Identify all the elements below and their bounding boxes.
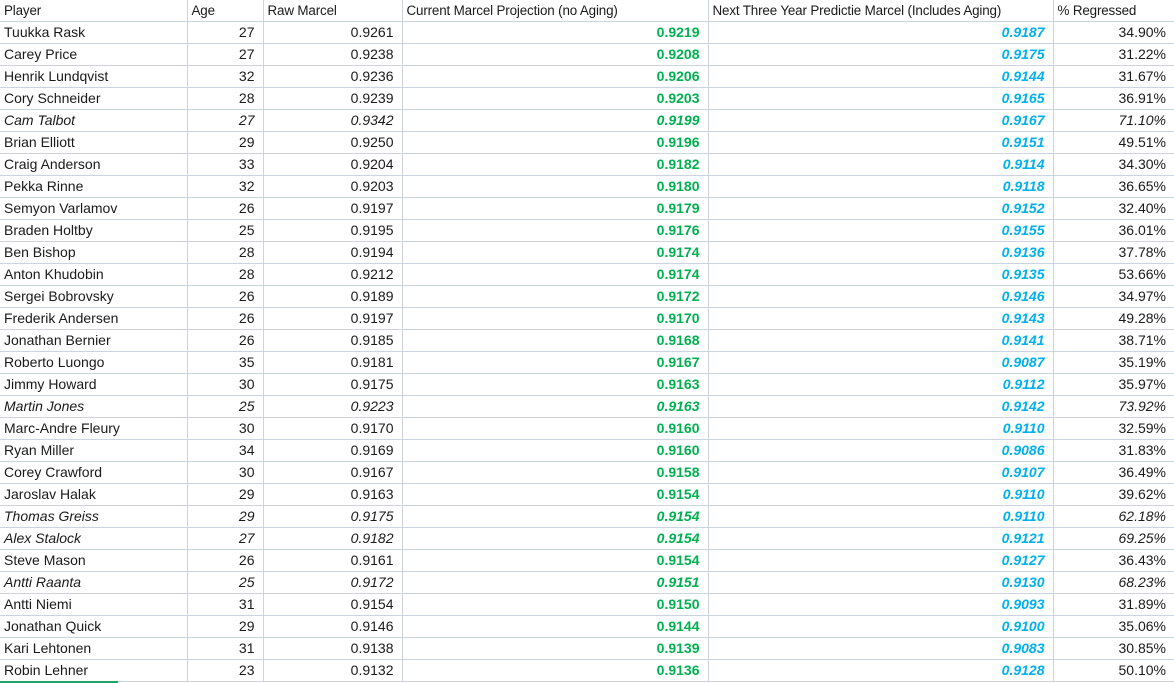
cell-player[interactable]: Corey Crawford xyxy=(0,462,187,484)
table-row xyxy=(0,396,1174,418)
cell-pct-regressed[interactable]: 36.01% xyxy=(1053,220,1174,242)
table-row xyxy=(0,484,1174,506)
column-header-pct-regressed[interactable]: % Regressed xyxy=(1053,0,1174,22)
cell-age[interactable]: 29 xyxy=(187,484,263,506)
table-row xyxy=(0,286,1174,308)
cell-next-three-year[interactable]: 0.9151 xyxy=(708,132,1053,154)
cell-current-projection[interactable]: 0.9160 xyxy=(402,440,708,462)
cell-player[interactable]: Roberto Luongo xyxy=(0,352,187,374)
cell-current-projection[interactable]: 0.9151 xyxy=(402,572,708,594)
cell-pct-regressed[interactable]: 36.91% xyxy=(1053,88,1174,110)
cell-player[interactable]: Brian Elliott xyxy=(0,132,187,154)
table-row xyxy=(0,506,1174,528)
table-row xyxy=(0,176,1174,198)
cell-pct-regressed[interactable]: 49.51% xyxy=(1053,132,1174,154)
cell-age[interactable]: 26 xyxy=(187,308,263,330)
cell-raw-marcel[interactable]: 0.9238 xyxy=(263,44,402,66)
cell-current-projection[interactable]: 0.9174 xyxy=(402,264,708,286)
cell-current-projection[interactable]: 0.9167 xyxy=(402,352,708,374)
table-row xyxy=(0,528,1174,550)
cell-next-three-year[interactable]: 0.9155 xyxy=(708,220,1053,242)
cell-pct-regressed[interactable]: 50.10% xyxy=(1053,660,1174,682)
cell-age[interactable]: 27 xyxy=(187,110,263,132)
cell-raw-marcel[interactable]: 0.9204 xyxy=(263,154,402,176)
cell-current-projection[interactable]: 0.9154 xyxy=(402,484,708,506)
cell-pct-regressed[interactable]: 35.19% xyxy=(1053,352,1174,374)
cell-raw-marcel[interactable]: 0.9212 xyxy=(263,264,402,286)
cell-player[interactable]: Frederik Andersen xyxy=(0,308,187,330)
cell-pct-regressed[interactable]: 34.30% xyxy=(1053,154,1174,176)
cell-raw-marcel[interactable]: 0.9167 xyxy=(263,462,402,484)
cell-age[interactable]: 27 xyxy=(187,528,263,550)
cell-next-three-year[interactable]: 0.9087 xyxy=(708,352,1053,374)
cell-next-three-year[interactable]: 0.9083 xyxy=(708,638,1053,660)
cell-pct-regressed[interactable]: 36.49% xyxy=(1053,462,1174,484)
column-header-current-projection[interactable]: Current Marcel Projection (no Aging) xyxy=(402,0,708,22)
table-row xyxy=(0,418,1174,440)
cell-next-three-year[interactable]: 0.9112 xyxy=(708,374,1053,396)
cell-age[interactable]: 32 xyxy=(187,66,263,88)
cell-current-projection[interactable]: 0.9158 xyxy=(402,462,708,484)
table-row xyxy=(0,594,1174,616)
cell-pct-regressed[interactable]: 36.43% xyxy=(1053,550,1174,572)
cell-current-projection[interactable]: 0.9170 xyxy=(402,308,708,330)
table-row xyxy=(0,330,1174,352)
cell-pct-regressed[interactable]: 38.71% xyxy=(1053,330,1174,352)
cell-age[interactable]: 25 xyxy=(187,396,263,418)
cell-current-projection[interactable]: 0.9180 xyxy=(402,176,708,198)
cell-pct-regressed[interactable]: 39.62% xyxy=(1053,484,1174,506)
cell-age[interactable]: 29 xyxy=(187,132,263,154)
table-row xyxy=(0,44,1174,66)
cell-player[interactable]: Antti Niemi xyxy=(0,594,187,616)
cell-next-three-year[interactable]: 0.9187 xyxy=(708,22,1053,44)
cell-raw-marcel[interactable]: 0.9170 xyxy=(263,418,402,440)
cell-age[interactable]: 32 xyxy=(187,176,263,198)
cell-pct-regressed[interactable]: 35.97% xyxy=(1053,374,1174,396)
table-row xyxy=(0,440,1174,462)
cell-pct-regressed[interactable]: 31.67% xyxy=(1053,66,1174,88)
cell-player[interactable]: Craig Anderson xyxy=(0,154,187,176)
cell-pct-regressed[interactable]: 69.25% xyxy=(1053,528,1174,550)
cell-raw-marcel[interactable]: 0.9185 xyxy=(263,330,402,352)
cell-current-projection[interactable]: 0.9182 xyxy=(402,154,708,176)
cell-player[interactable]: Henrik Lundqvist xyxy=(0,66,187,88)
cell-pct-regressed[interactable]: 32.40% xyxy=(1053,198,1174,220)
cell-next-three-year[interactable]: 0.9121 xyxy=(708,528,1053,550)
cell-current-projection[interactable]: 0.9172 xyxy=(402,286,708,308)
cell-raw-marcel[interactable]: 0.9261 xyxy=(263,22,402,44)
cell-current-projection[interactable]: 0.9168 xyxy=(402,330,708,352)
cell-player[interactable]: Braden Holtby xyxy=(0,220,187,242)
table-row xyxy=(0,572,1174,594)
cell-raw-marcel[interactable]: 0.9175 xyxy=(263,374,402,396)
cell-next-three-year[interactable]: 0.9175 xyxy=(708,44,1053,66)
cell-current-projection[interactable]: 0.9219 xyxy=(402,22,708,44)
cell-current-projection[interactable]: 0.9144 xyxy=(402,616,708,638)
cell-current-projection[interactable]: 0.9199 xyxy=(402,110,708,132)
cell-pct-regressed[interactable]: 34.90% xyxy=(1053,22,1174,44)
cell-player[interactable]: Jonathan Bernier xyxy=(0,330,187,352)
cell-next-three-year[interactable]: 0.9110 xyxy=(708,484,1053,506)
cell-next-three-year[interactable]: 0.9146 xyxy=(708,286,1053,308)
table-row xyxy=(0,154,1174,176)
cell-age[interactable]: 26 xyxy=(187,286,263,308)
table-row xyxy=(0,198,1174,220)
cell-pct-regressed[interactable]: 71.10% xyxy=(1053,110,1174,132)
cell-player[interactable]: Cam Talbot xyxy=(0,110,187,132)
cell-player[interactable]: Ben Bishop xyxy=(0,242,187,264)
cell-player[interactable]: Jaroslav Halak xyxy=(0,484,187,506)
cell-age[interactable]: 27 xyxy=(187,44,263,66)
table-row xyxy=(0,638,1174,660)
cell-next-three-year[interactable]: 0.9152 xyxy=(708,198,1053,220)
cell-next-three-year[interactable]: 0.9107 xyxy=(708,462,1053,484)
cell-player[interactable]: Tuukka Rask xyxy=(0,22,187,44)
cell-pct-regressed[interactable]: 32.59% xyxy=(1053,418,1174,440)
cell-raw-marcel[interactable]: 0.9189 xyxy=(263,286,402,308)
cell-next-three-year[interactable]: 0.9165 xyxy=(708,88,1053,110)
cell-age[interactable]: 26 xyxy=(187,330,263,352)
cell-age[interactable]: 28 xyxy=(187,242,263,264)
cell-player[interactable]: Ryan Miller xyxy=(0,440,187,462)
cell-raw-marcel[interactable]: 0.9154 xyxy=(263,594,402,616)
cell-player[interactable]: Kari Lehtonen xyxy=(0,638,187,660)
cell-age[interactable]: 31 xyxy=(187,638,263,660)
cell-pct-regressed[interactable]: 31.89% xyxy=(1053,594,1174,616)
table-row xyxy=(0,352,1174,374)
cell-age[interactable]: 28 xyxy=(187,264,263,286)
cell-next-three-year[interactable]: 0.9135 xyxy=(708,264,1053,286)
cell-age[interactable]: 29 xyxy=(187,616,263,638)
table-row xyxy=(0,110,1174,132)
cell-player[interactable]: Marc-Andre Fleury xyxy=(0,418,187,440)
column-header-player[interactable]: Player xyxy=(0,0,187,22)
cell-pct-regressed[interactable]: 31.22% xyxy=(1053,44,1174,66)
header-row xyxy=(0,0,1174,22)
cell-age[interactable]: 25 xyxy=(187,572,263,594)
cell-current-projection[interactable]: 0.9150 xyxy=(402,594,708,616)
cell-raw-marcel[interactable]: 0.9197 xyxy=(263,198,402,220)
cell-raw-marcel[interactable]: 0.9197 xyxy=(263,308,402,330)
cell-raw-marcel[interactable]: 0.9172 xyxy=(263,572,402,594)
cell-current-projection[interactable]: 0.9154 xyxy=(402,506,708,528)
table-row xyxy=(0,88,1174,110)
column-header-raw-marcel[interactable]: Raw Marcel xyxy=(263,0,402,22)
cell-player[interactable]: Jonathan Quick xyxy=(0,616,187,638)
cell-raw-marcel[interactable]: 0.9250 xyxy=(263,132,402,154)
table-row xyxy=(0,22,1174,44)
table-row xyxy=(0,308,1174,330)
table-row xyxy=(0,660,1174,682)
cell-next-three-year[interactable]: 0.9136 xyxy=(708,242,1053,264)
cell-current-projection[interactable]: 0.9179 xyxy=(402,198,708,220)
cell-age[interactable]: 33 xyxy=(187,154,263,176)
table-row xyxy=(0,132,1174,154)
cell-next-three-year[interactable]: 0.9130 xyxy=(708,572,1053,594)
cell-raw-marcel[interactable]: 0.9239 xyxy=(263,88,402,110)
cell-next-three-year[interactable]: 0.9114 xyxy=(708,154,1053,176)
cell-pct-regressed[interactable]: 34.97% xyxy=(1053,286,1174,308)
cell-age[interactable]: 30 xyxy=(187,374,263,396)
cell-next-three-year[interactable]: 0.9142 xyxy=(708,396,1053,418)
cell-pct-regressed[interactable]: 35.06% xyxy=(1053,616,1174,638)
cell-current-projection[interactable]: 0.9203 xyxy=(402,88,708,110)
cell-next-three-year[interactable]: 0.9128 xyxy=(708,660,1053,682)
table-row xyxy=(0,264,1174,286)
cell-age[interactable]: 25 xyxy=(187,220,263,242)
cell-next-three-year[interactable]: 0.9118 xyxy=(708,176,1053,198)
cell-age[interactable]: 30 xyxy=(187,462,263,484)
cell-player[interactable]: Jimmy Howard xyxy=(0,374,187,396)
column-header-next-three-year[interactable]: Next Three Year Predictie Marcel (Includes Aging) xyxy=(708,0,1053,22)
cell-current-projection[interactable]: 0.9174 xyxy=(402,242,708,264)
cell-current-projection[interactable]: 0.9206 xyxy=(402,66,708,88)
table-row xyxy=(0,550,1174,572)
cell-player[interactable]: Antti Raanta xyxy=(0,572,187,594)
cell-pct-regressed[interactable]: 30.85% xyxy=(1053,638,1174,660)
column-header-age[interactable]: Age xyxy=(187,0,263,22)
cell-age[interactable]: 23 xyxy=(187,660,263,682)
cell-next-three-year[interactable]: 0.9167 xyxy=(708,110,1053,132)
cell-current-projection[interactable]: 0.9136 xyxy=(402,660,708,682)
cell-raw-marcel[interactable]: 0.9236 xyxy=(263,66,402,88)
cell-next-three-year[interactable]: 0.9093 xyxy=(708,594,1053,616)
cell-current-projection[interactable]: 0.9154 xyxy=(402,550,708,572)
cell-age[interactable]: 26 xyxy=(187,550,263,572)
cell-raw-marcel[interactable]: 0.9175 xyxy=(263,506,402,528)
cell-raw-marcel[interactable]: 0.9138 xyxy=(263,638,402,660)
cell-next-three-year[interactable]: 0.9110 xyxy=(708,506,1053,528)
cell-pct-regressed[interactable]: 31.83% xyxy=(1053,440,1174,462)
cell-next-three-year[interactable]: 0.9086 xyxy=(708,440,1053,462)
table-row xyxy=(0,242,1174,264)
cell-current-projection[interactable]: 0.9208 xyxy=(402,44,708,66)
cell-player[interactable]: Robin Lehner xyxy=(0,660,187,682)
table-row xyxy=(0,220,1174,242)
cell-player[interactable]: Anton Khudobin xyxy=(0,264,187,286)
cell-pct-regressed[interactable]: 62.18% xyxy=(1053,506,1174,528)
cell-pct-regressed[interactable]: 53.66% xyxy=(1053,264,1174,286)
cell-age[interactable]: 31 xyxy=(187,594,263,616)
cell-age[interactable]: 28 xyxy=(187,88,263,110)
cell-current-projection[interactable]: 0.9160 xyxy=(402,418,708,440)
cell-raw-marcel[interactable]: 0.9203 xyxy=(263,176,402,198)
cell-raw-marcel[interactable]: 0.9182 xyxy=(263,528,402,550)
cell-player[interactable]: Alex Stalock xyxy=(0,528,187,550)
cell-raw-marcel[interactable]: 0.9223 xyxy=(263,396,402,418)
cell-next-three-year[interactable]: 0.9141 xyxy=(708,330,1053,352)
cell-age[interactable]: 35 xyxy=(187,352,263,374)
cell-age[interactable]: 29 xyxy=(187,506,263,528)
cell-age[interactable]: 26 xyxy=(187,198,263,220)
cell-next-three-year[interactable]: 0.9100 xyxy=(708,616,1053,638)
cell-raw-marcel[interactable]: 0.9161 xyxy=(263,550,402,572)
cell-raw-marcel[interactable]: 0.9194 xyxy=(263,242,402,264)
table-row xyxy=(0,462,1174,484)
cell-raw-marcel[interactable]: 0.9342 xyxy=(263,110,402,132)
cell-player[interactable]: Semyon Varlamov xyxy=(0,198,187,220)
cell-player[interactable]: Steve Mason xyxy=(0,550,187,572)
cell-raw-marcel[interactable]: 0.9195 xyxy=(263,220,402,242)
cell-raw-marcel[interactable]: 0.9181 xyxy=(263,352,402,374)
cell-player[interactable]: Thomas Greiss xyxy=(0,506,187,528)
cell-player[interactable]: Martin Jones xyxy=(0,396,187,418)
cell-raw-marcel[interactable]: 0.9132 xyxy=(263,660,402,682)
cell-next-three-year[interactable]: 0.9110 xyxy=(708,418,1053,440)
cell-current-projection[interactable]: 0.9196 xyxy=(402,132,708,154)
cell-current-projection[interactable]: 0.9139 xyxy=(402,638,708,660)
cell-pct-regressed[interactable]: 37.78% xyxy=(1053,242,1174,264)
cell-raw-marcel[interactable]: 0.9146 xyxy=(263,616,402,638)
cell-player[interactable]: Pekka Rinne xyxy=(0,176,187,198)
cell-current-projection[interactable]: 0.9163 xyxy=(402,396,708,418)
cell-raw-marcel[interactable]: 0.9163 xyxy=(263,484,402,506)
cell-player[interactable]: Sergei Bobrovsky xyxy=(0,286,187,308)
cell-age[interactable]: 27 xyxy=(187,22,263,44)
table-row xyxy=(0,66,1174,88)
table-row xyxy=(0,616,1174,638)
table-body xyxy=(0,22,1174,682)
cell-current-projection[interactable]: 0.9154 xyxy=(402,528,708,550)
cell-pct-regressed[interactable]: 73.92% xyxy=(1053,396,1174,418)
cell-pct-regressed[interactable]: 68.23% xyxy=(1053,572,1174,594)
cell-next-three-year[interactable]: 0.9144 xyxy=(708,66,1053,88)
cell-current-projection[interactable]: 0.9163 xyxy=(402,374,708,396)
cell-next-three-year[interactable]: 0.9127 xyxy=(708,550,1053,572)
cell-next-three-year[interactable]: 0.9143 xyxy=(708,308,1053,330)
cell-raw-marcel[interactable]: 0.9169 xyxy=(263,440,402,462)
cell-current-projection[interactable]: 0.9176 xyxy=(402,220,708,242)
cell-age[interactable]: 30 xyxy=(187,418,263,440)
cell-player[interactable]: Carey Price xyxy=(0,44,187,66)
cell-pct-regressed[interactable]: 36.65% xyxy=(1053,176,1174,198)
table-row xyxy=(0,374,1174,396)
cell-age[interactable]: 34 xyxy=(187,440,263,462)
cell-player[interactable]: Cory Schneider xyxy=(0,88,187,110)
cell-pct-regressed[interactable]: 49.28% xyxy=(1053,308,1174,330)
